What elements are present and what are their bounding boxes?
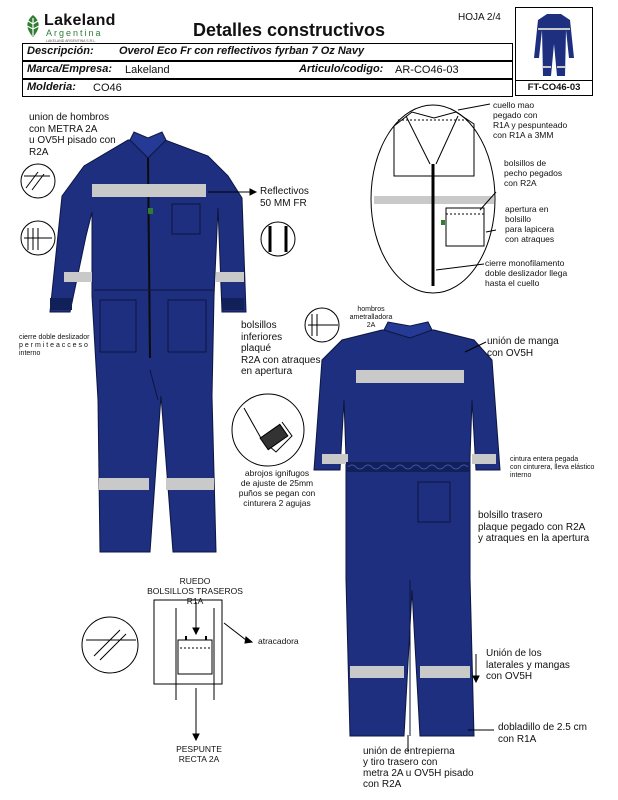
- note-bolsillos-inferiores: bolsillos inferiores plaqué R2A con atraques en apertura: [241, 320, 321, 377]
- note-dobladillo: dobladillo de 2.5 cm con R1A: [498, 722, 587, 745]
- note-cuello: cuello mao pegado con R1A y pespunteado con R1A a 3MM: [493, 100, 568, 140]
- logo-country: Argentina: [46, 28, 103, 38]
- marca-value: Lakeland: [125, 64, 170, 76]
- articulo-label: Articulo/codigo:: [299, 63, 384, 75]
- marca-label: Marca/Empresa:: [27, 63, 112, 75]
- note-union-manga: unión de manga con OV5H: [487, 336, 559, 359]
- note-ruedo: RUEDO BOLSILLOS TRASEROS R1A: [147, 576, 243, 606]
- articulo-value: AR-CO46-03: [395, 64, 459, 76]
- logo-brand: Lakeland: [44, 12, 116, 29]
- note-entrepierna: unión de entrepierna y tiro trasero con metra 2A u OV5H pisado con R2A: [363, 746, 474, 790]
- note-cintura: cintura entera pegada con cinturera, lleva elástico interno: [510, 456, 595, 479]
- molderia-label: Molderia:: [27, 81, 76, 93]
- note-pespunte: PESPUNTE RECTA 2A: [176, 744, 222, 764]
- note-cierre-mono: cierre monofilamento doble deslizador llega hasta el cuello: [485, 258, 568, 288]
- logo-sub: LAKELAND ARGENTINA S.R.L.: [46, 39, 96, 43]
- descripcion-value: Overol Eco Fr con reflectivos fyrban 7 Oz Navy: [119, 45, 365, 57]
- back-coverall: [314, 322, 500, 736]
- descripcion-label: Descripción:: [27, 45, 94, 57]
- note-bolsillos-pecho: bolsillos de pecho pegados con R2A: [504, 158, 563, 188]
- page-title: Detalles constructivos: [193, 20, 386, 40]
- note-hombros-ametra: hombros ametralladora 2A: [349, 306, 393, 329]
- code-badge: FT-CO46-03: [516, 80, 592, 93]
- note-union-hombros: union de hombros con METRA 2A u OV5H pisado con R2A: [29, 112, 116, 158]
- note-apertura: apertura en bolsillo para lapicera con atraques: [505, 204, 555, 244]
- note-union-laterales: Unión de los laterales y mangas con OV5H: [486, 648, 570, 682]
- molderia-value: CO46: [93, 82, 122, 94]
- note-reflectivos: Reflectivos 50 MM FR: [260, 186, 309, 209]
- note-abrojos: abrojos ignifugos de ajuste de 25mm puños se pegan con cinturera 2 agujas: [238, 468, 316, 508]
- note-cierre-doble: cierre doble deslizador p e r m i t e a c c e s o interno: [19, 334, 90, 357]
- note-atracadora: atracadora: [258, 636, 299, 646]
- sheet-number: HOJA 2/4: [458, 12, 501, 23]
- note-bolsillo-trasero: bolsillo trasero plaque pegado con R2A y atraques en la apertura: [478, 510, 590, 544]
